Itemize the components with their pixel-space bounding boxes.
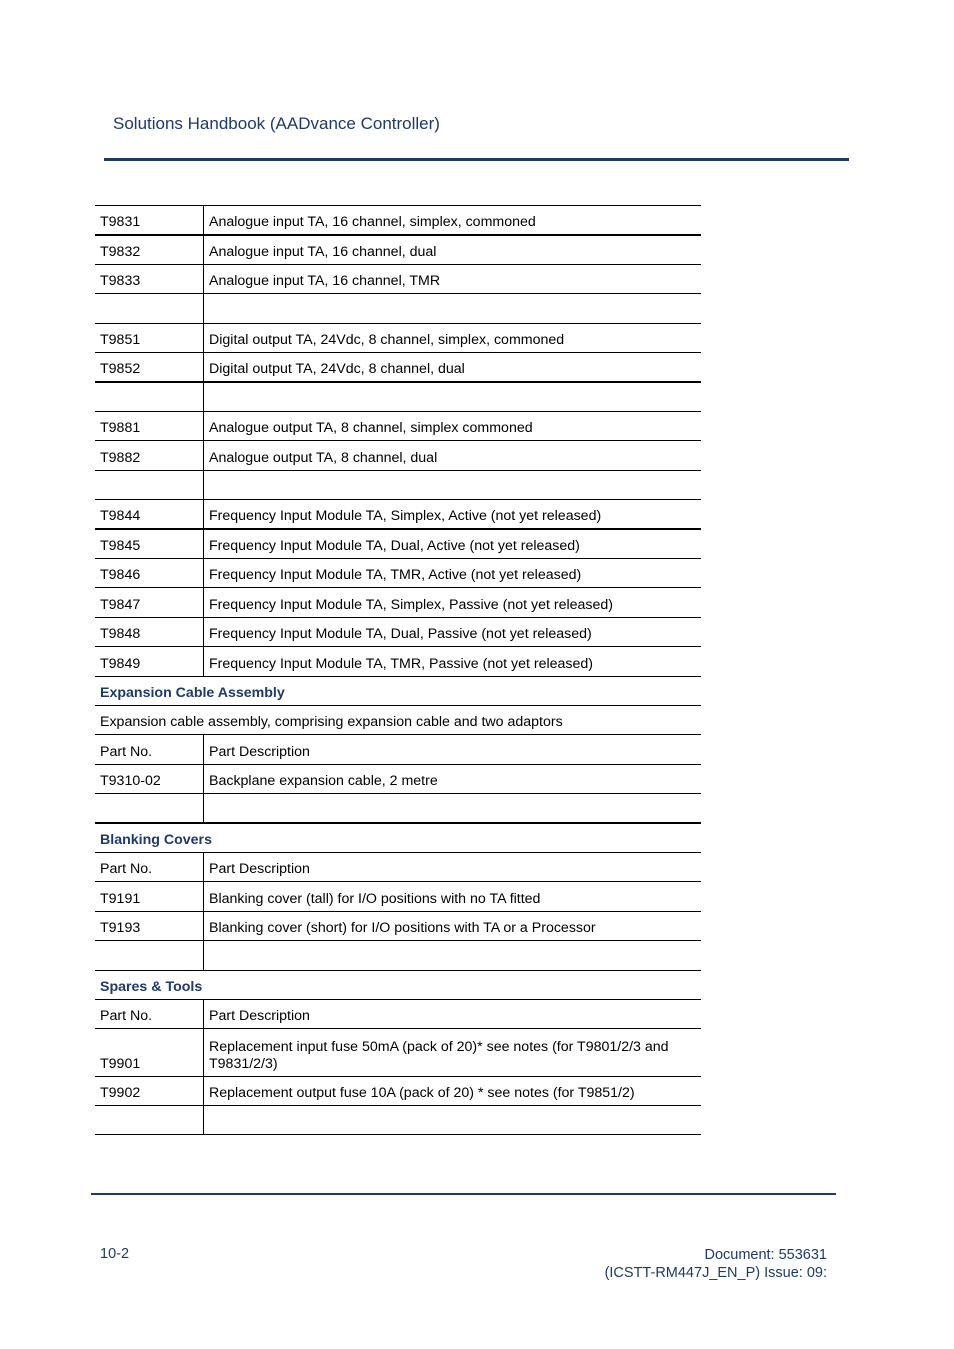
table-row [95, 500, 701, 530]
table-row [95, 1077, 701, 1106]
part-description [203, 294, 701, 323]
column-header-part: Part No. [100, 1008, 153, 1024]
column-header-description: Part Description [203, 735, 701, 764]
part-number: T9191 [100, 891, 141, 907]
part-number [95, 941, 203, 970]
part-number [95, 1106, 203, 1134]
table-header-row [95, 853, 701, 882]
table-row-empty [95, 294, 701, 324]
part-description: Digital output TA, 24Vdc, 8 channel, simplex, commoned [203, 324, 701, 352]
table-row-empty [95, 383, 701, 412]
document-issue: (ICSTT-RM447J_EN_P) Issue: 09: [604, 1265, 827, 1281]
table-row [95, 559, 701, 588]
part-description: Blanking cover (short) for I/O positions with TA or a Processor [203, 912, 701, 940]
part-description: Analogue input TA, 16 channel, TMR [203, 265, 701, 293]
header-rule [104, 158, 849, 161]
part-number: T9832 [100, 244, 141, 260]
table-row [95, 882, 701, 912]
section-heading-row [95, 824, 701, 853]
part-number: T9849 [100, 656, 141, 672]
table-row [95, 530, 701, 559]
table-row [95, 912, 701, 941]
part-description: Frequency Input Module TA, Simplex, Passive (not yet released) [203, 588, 701, 617]
part-number: T9844 [100, 508, 141, 524]
part-description: Analogue input TA, 16 channel, dual [203, 236, 701, 264]
table-row [95, 265, 701, 294]
part-number: T9901 [100, 1056, 141, 1072]
part-description [203, 941, 701, 970]
column-header-description: Part Description [203, 1000, 701, 1028]
part-number [95, 794, 203, 822]
part-description: Analogue output TA, 8 channel, dual [203, 441, 701, 470]
part-number: T9882 [100, 450, 141, 466]
part-number: T9852 [100, 361, 141, 377]
part-number: T9848 [100, 626, 141, 642]
part-number [95, 471, 203, 499]
table-row [95, 618, 701, 647]
table-row [95, 324, 701, 353]
part-number: T9831 [100, 214, 141, 230]
section-heading-row [95, 971, 701, 1000]
part-description: Frequency Input Module TA, Dual, Passive (not yet released) [203, 618, 701, 646]
page-number: 10-2 [100, 1246, 130, 1262]
part-number: T9845 [100, 538, 141, 554]
column-header-part: Part No. [100, 861, 153, 877]
part-number: T9193 [100, 920, 141, 936]
table-row [95, 353, 701, 383]
part-number: T9851 [100, 332, 141, 348]
expansion-note: Expansion cable assembly, comprising expansion cable and two adaptors [100, 714, 563, 730]
part-description: Backplane expansion cable, 2 metre [203, 765, 701, 793]
part-description [203, 794, 701, 822]
table-row [95, 588, 701, 618]
document-reference [605, 1246, 827, 1282]
part-description: Frequency Input Module TA, Simplex, Active (not yet released) [203, 500, 701, 528]
blanking-heading: Blanking Covers [100, 832, 212, 848]
document-number: Document: 553631 [704, 1247, 827, 1263]
part-description: Replacement input fuse 50mA (pack of 20)* see notes (for T9801/2/3 and T9831/2/3) [203, 1029, 701, 1076]
parts-table [95, 205, 701, 1135]
part-number: T9881 [100, 420, 141, 436]
table-row-empty [95, 941, 701, 971]
part-number: T9847 [100, 597, 141, 613]
part-number: T9846 [100, 567, 141, 583]
part-number: T9902 [100, 1085, 141, 1101]
column-header-description: Part Description [203, 853, 701, 881]
section-heading-row [95, 677, 701, 706]
part-description: Blanking cover (tall) for I/O positions with no TA fitted [203, 882, 701, 911]
section-note-row [95, 706, 701, 735]
part-number: T9833 [100, 273, 141, 289]
part-description: Analogue input TA, 16 channel, simplex, commoned [203, 206, 701, 234]
table-row [95, 206, 701, 236]
column-header-part: Part No. [100, 744, 153, 760]
part-description: Digital output TA, 24Vdc, 8 channel, dual [203, 353, 701, 381]
table-row-empty [95, 794, 701, 824]
part-description: Replacement output fuse 10A (pack of 20) * see notes (for T9851/2) [203, 1077, 701, 1105]
table-row [95, 647, 701, 677]
table-row-empty [95, 471, 701, 500]
table-header-row [95, 1000, 701, 1029]
table-row [95, 1029, 701, 1077]
part-description: Frequency Input Module TA, TMR, Active (not yet released) [203, 559, 701, 587]
part-description [203, 383, 701, 411]
table-row [95, 441, 701, 471]
table-row [95, 412, 701, 441]
expansion-heading: Expansion Cable Assembly [100, 685, 285, 701]
part-number: T9310-02 [100, 773, 161, 789]
page-header-title: Solutions Handbook (AADvance Controller) [113, 114, 440, 133]
table-row-empty [95, 1106, 701, 1135]
part-description: Frequency Input Module TA, TMR, Passive (not yet released) [203, 647, 701, 676]
part-description: Frequency Input Module TA, Dual, Active (not yet released) [203, 530, 701, 558]
footer-rule [91, 1193, 836, 1195]
part-description: Analogue output TA, 8 channel, simplex commoned [203, 412, 701, 440]
part-description [203, 1106, 701, 1134]
spares-heading: Spares & Tools [100, 979, 203, 995]
table-row [95, 765, 701, 794]
table-row [95, 236, 701, 265]
part-number [95, 383, 203, 411]
part-number [95, 294, 203, 323]
part-description [203, 471, 701, 499]
table-header-row [95, 735, 701, 765]
